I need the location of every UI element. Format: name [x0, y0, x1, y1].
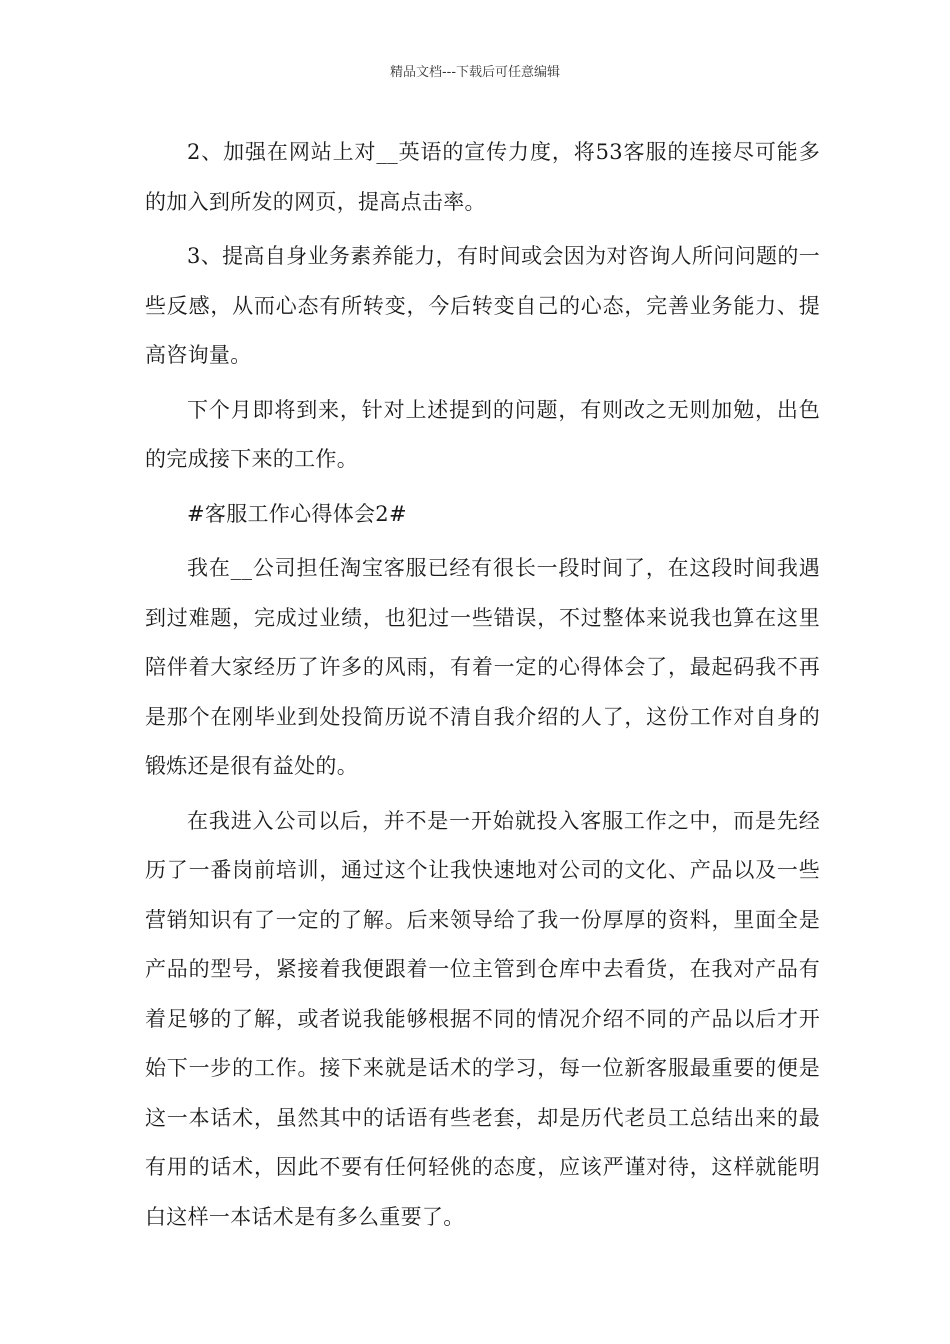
page-header: 精品文档---下载后可任意编辑 [389, 65, 561, 80]
paragraph-improve-business-skills: 3、提高自身业务素养能力，有时间或会因为对咨询人所问问题的一些反感，从而心态有所转变，今后转变自己的心态，完善业务能力、提高咨询量。 [145, 244, 820, 367]
paragraph-improve-website-promotion: 2、加强在网站上对__英语的宣传力度，将53客服的连接尽可能多的加入到所发的网页，提高点击率。 [145, 140, 820, 214]
paragraph-training: 在我进入公司以后，并不是一开始就投入客服工作之中，而是先经历了一番岗前培训，通过这个让我快速地对公司的文化、产品以及一些营销知识有了一定的了解。后来领导给了我一份厚厚的资料，里面全是产品的型号，紧接着我便跟着一位主管到仓库中去看货，在我对产品有着足够的了解，或者说我能够根据不同的情况介绍不同的产品以后才开始下一步的工作。接下来就是话术的学习，每一位新客服最重要的便是这一本话术，虽然其中的话语有些老套，却是历代老员工总结出来的最有用的话术，因此不要有任何轻佻的态度，应该严谨对待，这样就能明白这样一本话术是有多么重要了。 [145, 808, 820, 1229]
document-body [145, 128, 820, 1247]
section-heading: #客服工作心得体会2# [187, 501, 407, 526]
paragraph-next-month: 下个月即将到来，针对上述提到的问题，有则改之无则加勉，出色的完成接下来的工作。 [145, 397, 820, 471]
paragraph-experience-intro: 我在__公司担任淘宝客服已经有很长一段时间了，在这段时间我遇到过难题，完成过业绩，也犯过一些错误，不过整体来说我也算在这里陪伴着大家经历了许多的风雨，有着一定的心得体会了，最起码我不再是那个在刚毕业到处投简历说不清自我介绍的人了，这份工作对自身的锻炼还是很有益处的。 [145, 556, 820, 778]
